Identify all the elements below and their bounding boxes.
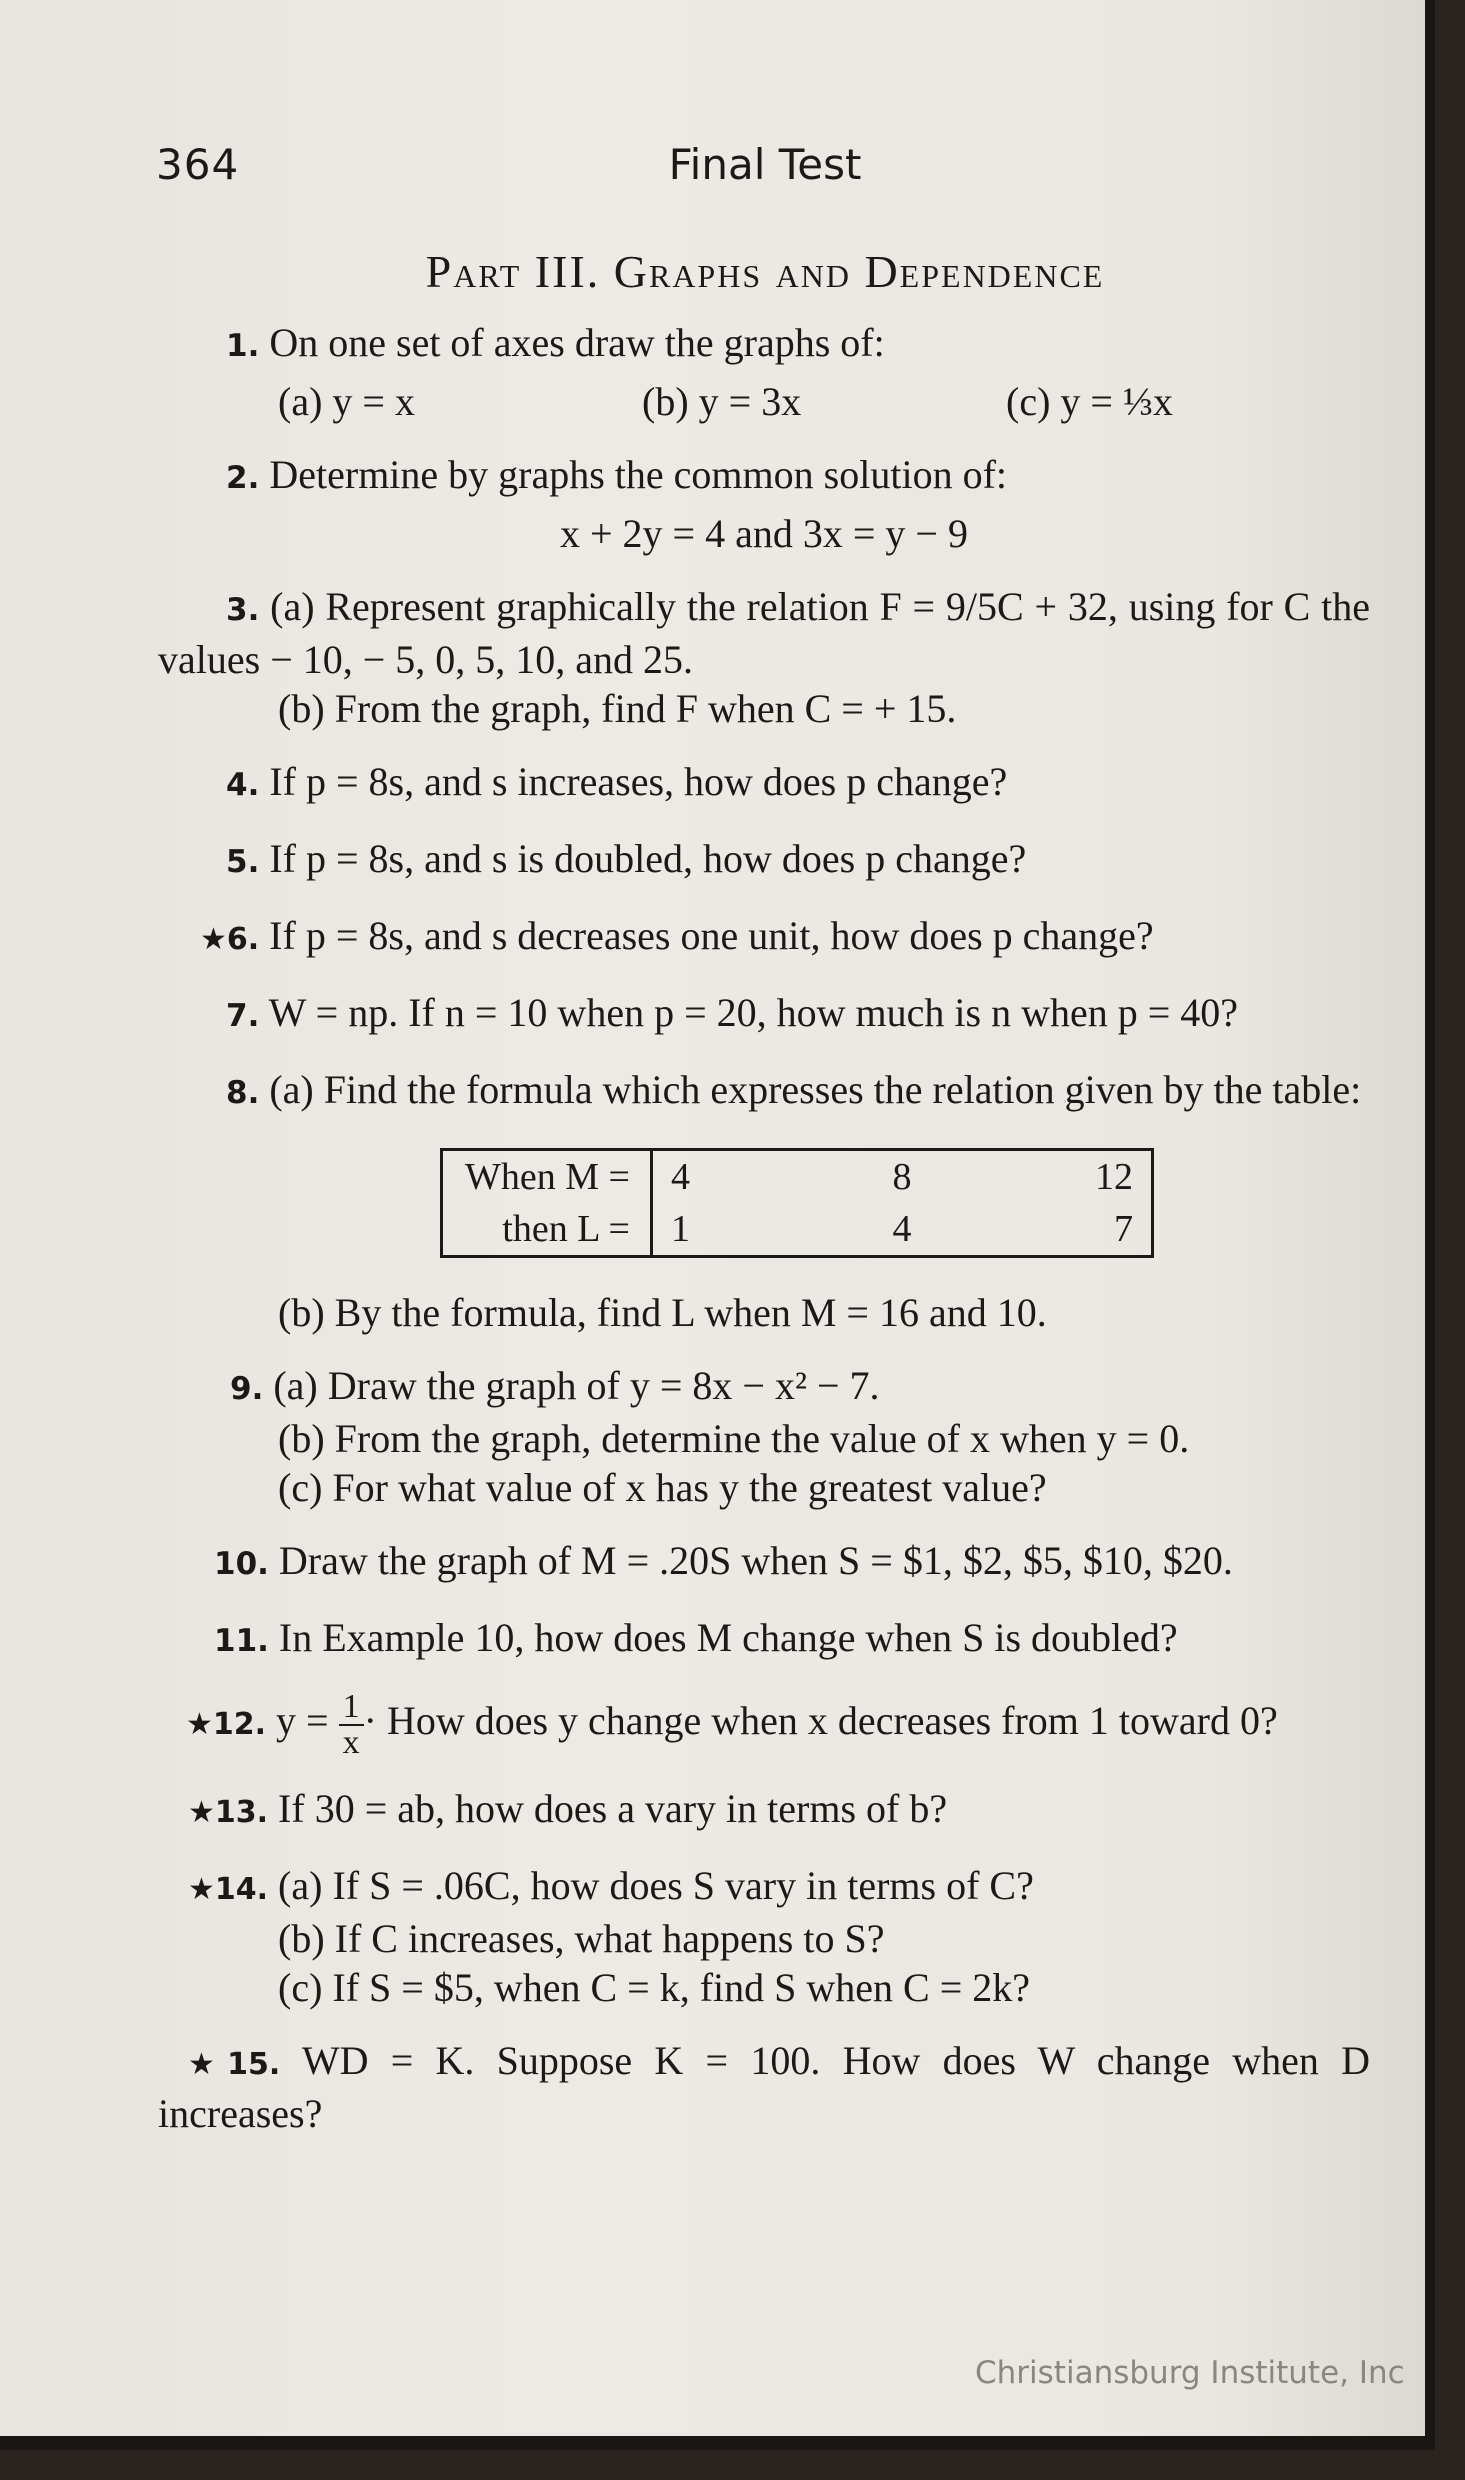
question-14 [158,1861,1370,2012]
question-6 [158,911,1370,964]
m-value: 4 [670,1156,690,1198]
question-13 [158,1784,1370,1837]
table-row [442,1203,1153,1257]
question-number: 9. [230,1371,264,1407]
question-10 [158,1536,1370,1589]
question-8 [158,1065,1370,1337]
question-11 [158,1613,1370,1666]
question-number: 5. [226,844,260,880]
page-number: 364 [156,140,240,189]
question-text: How does y change when x decreases from 1 toward 0? [386,1698,1278,1744]
question-number: 7. [226,998,260,1034]
fraction-numerator: 1 [339,1690,364,1726]
question-7 [158,988,1370,1041]
question-4 [158,757,1370,810]
part-c: (c) y = ⅓x [1006,379,1173,424]
table-row [442,1150,1153,1204]
part-b: (b) From the graph, find F when C = + 15. [278,686,957,731]
question-text: If p = 8s, and s is doubled, how does p change? [269,836,1027,881]
question-9 [158,1361,1370,1512]
question-number: 2. [226,460,260,496]
starred-question-number: ★14. [188,1872,269,1907]
starred-question-number: ★12. [186,1707,267,1743]
fraction-denominator: x [342,1724,360,1761]
part-b: (b) If C increases, what happens to S? [278,1916,885,1961]
question-text: In Example 10, how does M change when S is doubled? [278,1615,1178,1660]
part-a: (a) Find the formula which expresses the relation given by the table: [269,1067,1362,1112]
starred-question-number: ★13. [188,1795,269,1830]
question-list [158,318,1370,2162]
question-15 [158,2036,1370,2138]
relation-table [440,1148,1154,1258]
part-c: (c) If S = $5, when C = k, find S when C = 2k? [278,1965,1031,2010]
equation: x + 2y = 4 and 3x = y − 9 [560,511,968,556]
starred-question-number: ★6. [200,922,260,957]
question-text: If p = 8s, and s decreases one unit, how does p change? [269,913,1154,958]
formula-lhs: y = [276,1698,329,1744]
part-title: Part III. Graphs and Dependence [425,246,1105,297]
question-3 [158,582,1370,733]
question-number: 1. [226,328,260,364]
l-value: 1 [670,1208,690,1250]
question-number: 11. [214,1623,269,1659]
row-label-m: When M = [442,1150,652,1204]
question-text: Draw the graph of M = .20S when S = $1, $2, $5, $10, $20. [278,1538,1233,1583]
part-a: (a) y = x [278,379,415,424]
row-label-l: then L = [442,1203,652,1257]
question-text: If 30 = ab, how does a vary in terms of b? [278,1786,948,1831]
part-a: (a) Represent graphically the relation F = 9/5C + 32, using for C the values − 10, − 5, 0, 5, 10, and 25. [158,584,1370,682]
question-2 [158,450,1370,558]
question-text: Determine by graphs the common solution of: [269,452,1007,497]
m-value: 12 [1094,1156,1133,1198]
question-text: WD = K. Suppose K = 100. How does W change when D increases? [158,2038,1370,2136]
question-1 [158,318,1370,426]
part-a: (a) If S = .06C, how does S vary in terms of C? [278,1863,1034,1908]
question-number: 10. [214,1546,269,1582]
part-b: (b) From the graph, determine the value of x when y = 0. [278,1416,1190,1461]
question-number: 4. [226,767,260,803]
starred-question-number: ★15. [188,2047,281,2082]
part-b: (b) y = 3x [642,379,802,424]
part-c: (c) For what value of x has y the greatest value? [278,1465,1047,1510]
l-value: 7 [1113,1208,1133,1250]
question-text: On one set of axes draw the graphs of: [269,320,885,365]
question-number: 3. [226,592,260,628]
fraction [339,1690,364,1760]
running-title: Final Test [668,140,862,189]
question-text: If p = 8s, and s increases, how does p change? [269,759,1008,804]
question-12: ★12. y = $\frac{1}{x}$ · How does y change when x decreases from 1 toward 0? [186,1688,1278,1761]
part-b: (b) By the formula, find L when M = 16 and 10. [278,1290,1047,1335]
question-text: W = np. If n = 10 when p = 20, how much is n when p = 40? [268,990,1239,1035]
watermark: Christiansburg Institute, Inc [975,2355,1405,2391]
l-value: 4 [892,1208,912,1250]
part-a: (a) Draw the graph of y = 8x − x² − 7. [273,1363,880,1408]
question-5 [158,834,1370,887]
m-value: 8 [892,1156,912,1198]
question-number: 8. [226,1075,260,1111]
page-header [0,140,1425,200]
